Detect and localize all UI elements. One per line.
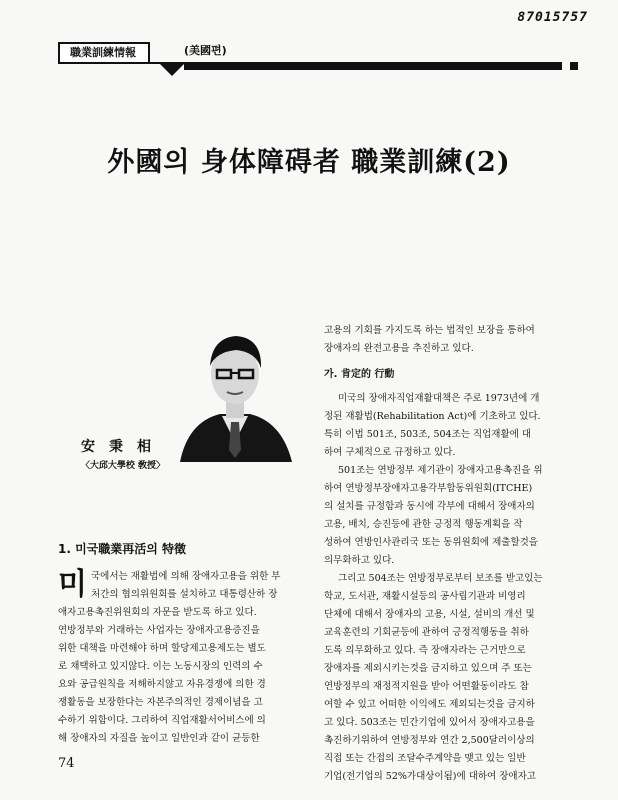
header-arrow-icon (158, 62, 186, 76)
text-line: 연방정부와 거래하는 사업자는 장애자고용증진을 (58, 625, 260, 636)
text-line: 수하기 위함이다. 그리하여 직업재활서어비스에 의 (58, 715, 266, 726)
author-name: 安秉相 (81, 439, 165, 455)
text-line: 학교, 도서관, 재활시설등의 공사립기관과 비영리 (324, 591, 526, 602)
text-line: 그리고 504조는 연방정부로부터 보조를 받고있는 (338, 573, 543, 584)
text-line: 특히 이법 501조, 503조, 504조는 직업재활에 대 (324, 429, 532, 440)
text-line: 해 장애자의 자질을 높이고 일반인과 같이 균등한 (58, 733, 260, 744)
author-portrait (170, 322, 300, 462)
right-column (324, 322, 574, 786)
series-label: 職業訓練情報 (58, 42, 150, 62)
drop-cap: 미 (58, 567, 87, 602)
header-square-icon (570, 62, 578, 70)
text-line: 촉진하기위하여 연방정부와 연간 2,500달러이상의 (324, 735, 535, 746)
text-line: 처간의 협의위원회를 설치하고 대통령산하 장 (90, 589, 278, 600)
text-line: 고 있다. 503조는 민간기업에 있어서 장애자고용을 (324, 717, 535, 728)
text-line: 로 채택하고 있지않다. 이는 노동시장의 인력의 수 (58, 661, 263, 672)
section-heading: 1. 미국職業再活의 特徵 (58, 542, 187, 556)
text-line: 정된 재활법(Rehabilitation Act)에 기초하고 있다. (324, 411, 541, 422)
text-line: 위한 대책을 마련해야 하며 할당제고용제도는 별도 (58, 643, 266, 654)
author-block (58, 436, 188, 471)
text-line: 기업(전기업의 52%가대상이됨)에 대하여 장애자고 (324, 771, 536, 782)
text-line: 요와 공급원칙을 저해하지않고 자유경쟁에 의한 경 (58, 679, 266, 690)
text-line: 국에서는 재활법에 의해 장애자고용을 위한 부 (90, 571, 281, 582)
series-header (58, 40, 578, 80)
text-line: 의무화하고 있다. (324, 555, 395, 566)
text-line: 쟁활동을 보장한다는 자본주의적인 경제이념을 고 (58, 697, 263, 708)
text-line: 고용, 배치, 승진등에 관한 긍정적 행동계획을 작 (324, 519, 523, 530)
text-line: 고용의 기회를 가지도록 하는 법적인 보장을 통하여 (324, 325, 535, 336)
text-line: 장애자를 제외시키는것을 금지하고 있으며 주 또는 (324, 663, 532, 674)
text-line: 교육훈련의 기회균등에 관하여 긍정적행동을 취하 (324, 627, 529, 638)
page-number: 74 (58, 756, 75, 771)
article-title: 外國의 身体障碍者 職業訓練(2) (107, 147, 511, 178)
series-subtitle: (美國편) (184, 44, 227, 57)
text-line: 장애자의 완전고용을 추진하고 있다. (324, 343, 474, 354)
text-line: 애자고용촉진위원회의 자문을 받도록 하고 있다. (58, 607, 257, 618)
text-line: 의 설치를 규정함과 동시에 각부에 대해서 장애자의 (324, 501, 535, 512)
text-line: 하여 구체적으로 규정하고 있다. (324, 447, 456, 458)
text-line: 미국의 장애자직업재활대책은 주로 1973년에 개 (338, 393, 540, 404)
text-line: 연방정부의 재정적지원을 받아 어떤활동이라도 참 (324, 681, 529, 692)
header-rule (58, 62, 170, 64)
left-column-text (58, 568, 304, 748)
text-line: 성하여 연방인사관리국 또는 동위원회에 제출할것을 (324, 537, 538, 548)
text-line: 여할 수 있고 어떠한 이익에도 제외되는것을 금지하 (324, 699, 535, 710)
text-line: 단체에 대해서 장애자의 고용, 시설, 설비의 개선 및 (324, 609, 535, 620)
text-line: 도록 의무화하고 있다. 즉 장애자라는 근거만으로 (324, 645, 526, 656)
text-line: 직접 또는 간접의 조달수주계약을 맺고 있는 일반 (324, 753, 526, 764)
text-line: 501조는 연방정부 제기관이 장애자고용촉진을 위 (338, 465, 543, 476)
header-bar (184, 62, 562, 70)
document-number: 87015757 (517, 10, 588, 25)
left-column (58, 568, 304, 748)
subsection-heading: 가. 肯定的 行動 (324, 369, 395, 380)
author-affiliation: 〈大邱大學校 敎授〉 (80, 461, 166, 471)
text-line: 하여 연방정부장애자고용각부합동위원회(ITCHE) (324, 483, 533, 494)
